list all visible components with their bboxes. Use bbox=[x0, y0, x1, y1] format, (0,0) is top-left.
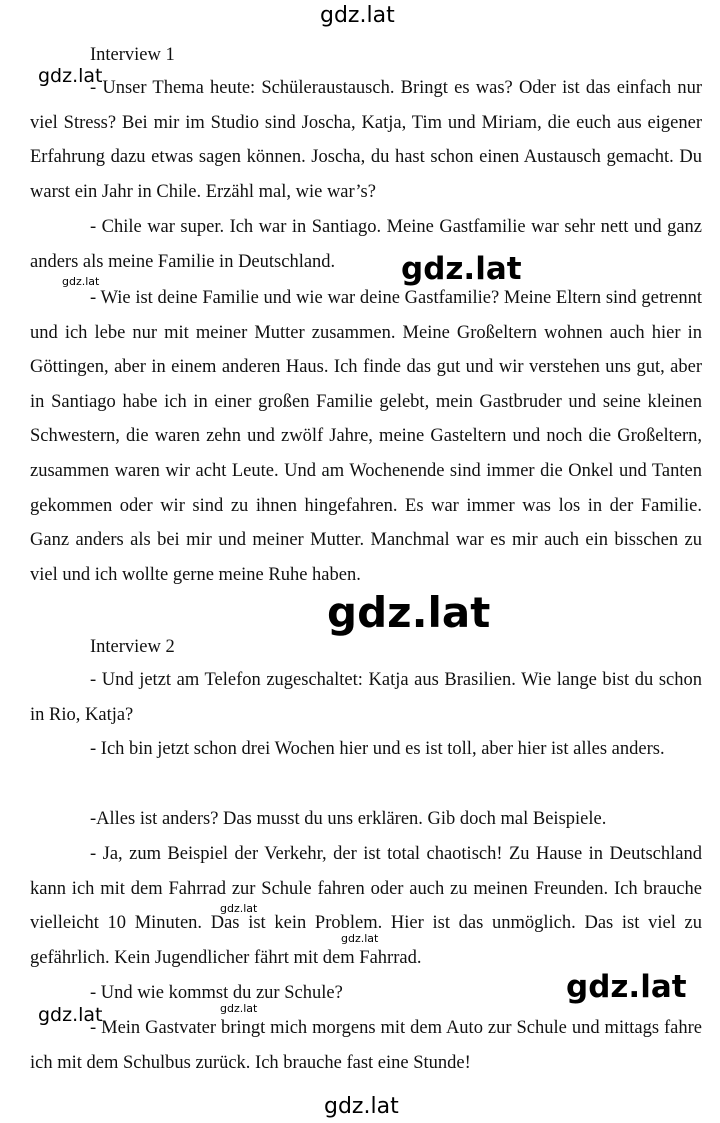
interview-2-heading: Interview 2 bbox=[90, 637, 175, 657]
watermark-tiny-2: gdz.lat bbox=[341, 932, 379, 945]
interview-2-paragraph-3: -Alles ist anders? Das musst du uns erklären. Gib doch mal Beispiele. bbox=[90, 809, 607, 829]
watermark-top: gdz.lat bbox=[320, 3, 395, 28]
interview-2-paragraph-5: - Und wie kommst du zur Schule? bbox=[90, 983, 343, 1003]
watermark-tiny-3: gdz.lat bbox=[220, 1002, 258, 1015]
interview-2-paragraph-4: - Ja, zum Beispiel der Verkehr, der ist total chaotisch! Zu Hause in Deutschland kann ich mit dem Fahrrad zur Schule fahren oder auch zu meinen Freunden. Ich brauche vielleicht 10 Minuten. Das ist kein Problem. Hier ist das unmöglich. Das ist viel zu gefährlich. Kein Jugendlicher fährt mit dem Fahrrad. bbox=[30, 844, 702, 968]
interview-2-paragraph-6: - Mein Gastvater bringt mich morgens mit dem Auto zur Schule und mittags fahre ich mit dem Schulbus zurück. Ich brauche fast eine Stunde! bbox=[30, 1018, 702, 1073]
interview-1-paragraph-3: - Wie ist deine Familie und wie war deine Gastfamilie? Meine Eltern sind getrennt und ich lebe nur mit meiner Mutter zusammen. Meine Großeltern wohnen auch hier in Göttingen, aber in einem anderen Haus. Ich finde das gut und wir verstehen uns gut, aber in Santiago habe ich in einer großen Familie gelebt, mein Gastbruder und seine kleinen Schwestern, die waren zehn und zwölf Jahre, meine Gasteltern und noch die Großeltern, zusammen waren wir acht Leute. Und am Wochenende sind immer die Onkel und Tanten gekommen oder wir sind zu ihnen hingefahren. Es war immer was los in der Familie. Ganz anders als bei mir und meiner Mutter. Manchmal war es mir auch ein bisschen zu viel und ich wollte gerne meine Ruhe haben. bbox=[30, 288, 702, 585]
watermark-bottom: gdz.lat bbox=[324, 1094, 399, 1119]
watermark-left-2: gdz.lat bbox=[38, 1004, 103, 1026]
watermark-left-1: gdz.lat bbox=[38, 65, 103, 87]
interview-1-paragraph-2: - Chile war super. Ich war in Santiago. Meine Gastfamilie war sehr nett und ganz anders als meine Familie in Deutschland. bbox=[30, 217, 702, 272]
watermark-right-2: gdz.lat bbox=[566, 969, 687, 1005]
interview-1-paragraph-1: - Unser Thema heute: Schüleraustausch. Bringt es was? Oder ist das einfach nur viel Stress? Bei mir im Studio sind Joscha, Katja, Tim und Miriam, die euch aus eigener Erfahrung dazu etwas sagen können. Joscha, du hast schon einen Austausch gemacht. Du warst ein Jahr in Chile. Erzähl mal, wie war’s? bbox=[30, 78, 702, 202]
interview-1-heading: Interview 1 bbox=[90, 45, 175, 65]
watermark-tiny-1: gdz.lat bbox=[220, 902, 258, 915]
watermark-small-1: gdz.lat bbox=[62, 275, 100, 288]
watermark-center: gdz.lat bbox=[327, 588, 491, 637]
watermark-mid-1: gdz.lat bbox=[401, 251, 522, 287]
interview-2-paragraph-1: - Und jetzt am Telefon zugeschaltet: Katja aus Brasilien. Wie lange bist du schon in Rio, Katja? bbox=[30, 670, 702, 725]
interview-2-paragraph-2: - Ich bin jetzt schon drei Wochen hier und es ist toll, aber hier ist alles anders. bbox=[90, 739, 665, 759]
